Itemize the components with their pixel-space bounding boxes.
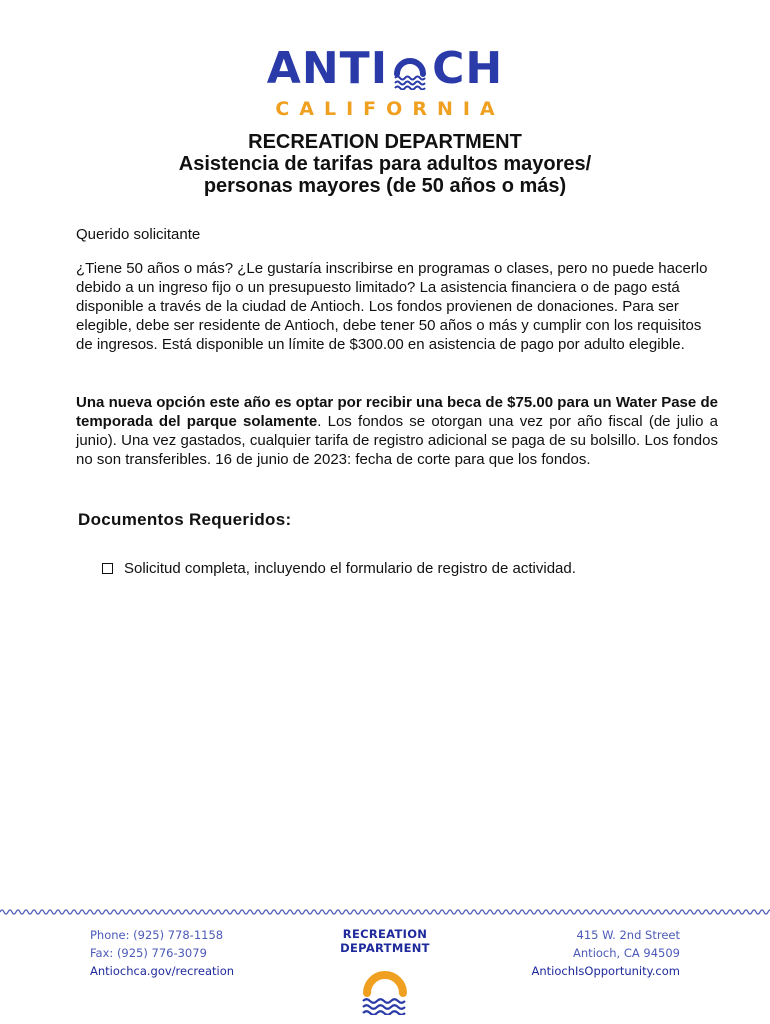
- list-item: [102, 559, 576, 578]
- new-option-paragraph: [76, 393, 718, 469]
- new-option-rest-text: . Los fondos se otorgan una vez por año fiscal (de julio a junio). Una vez gastados, cualquier tarifa de registro adicional se paga de su bolsillo. Los fondos no son transferibles. 16 de junio de 2023: fecha de corte para que los fondos.: [76, 413, 718, 468]
- page-title-line2: personas mayores (de 50 años o más): [203, 175, 567, 197]
- antioch-logo: [0, 43, 770, 120]
- department-title: RECREATION DEPARTMENT: [248, 131, 522, 153]
- logo-word-right: CH: [432, 43, 504, 94]
- document-heading: [0, 131, 770, 197]
- footer-street: 415 W. 2nd Street: [576, 928, 680, 942]
- logo-wordmark: [266, 43, 504, 94]
- new-option-bold-text: Una nueva opción este año es optar por recibir una beca de $75.00 para un Water Pase de temporada del parque solamente: [76, 394, 718, 430]
- footer-website-link[interactable]: Antiochca.gov/recreation: [90, 964, 235, 978]
- wave-divider: [0, 907, 770, 917]
- sun-waves-icon: [391, 50, 429, 90]
- footer-department: [300, 927, 470, 1015]
- footer-phone: Phone: (925) 778-1158: [90, 928, 224, 942]
- sun-waves-icon: [358, 963, 412, 1015]
- footer-contact: [90, 926, 234, 980]
- page-title-line1: Asistencia de tarifas para adultos mayores/: [178, 153, 592, 175]
- required-documents-list: [102, 559, 576, 578]
- required-documents-heading: Documentos Requeridos:: [78, 510, 292, 529]
- footer-opportunity-link[interactable]: AntiochIsOpportunity.com: [531, 964, 680, 978]
- footer-city: Antioch, CA 94509: [573, 946, 680, 960]
- greeting: Querido solicitante: [76, 226, 201, 243]
- document-checkbox[interactable]: [102, 563, 113, 574]
- footer-fax: Fax: (925) 776-3079: [90, 946, 207, 960]
- logo-word-left: ANTI: [266, 43, 389, 94]
- footer-address: [532, 926, 680, 980]
- footer-department-label: RECREATION DEPARTMENT: [340, 927, 430, 955]
- document-item-label: Solicitud completa, incluyendo el formulario de registro de actividad.: [124, 560, 576, 577]
- intro-paragraph: ¿Tiene 50 años o más? ¿Le gustaría inscribirse en programas o clases, pero no puede hacerlo debido a un ingreso fijo o un presupuesto limitado? La asistencia financiera o de pago está disponible a través de la ciudad de Antioch. Los fondos provienen de donaciones. Para ser elegible, debe ser residente de Antioch, debe tener 50 años o más y cumplir con los requisitos de ingresos. Está disponible un límite de $300.00 en asistencia de pago por adulto elegible.: [76, 260, 708, 353]
- logo-subtitle: CALIFORNIA: [275, 98, 505, 120]
